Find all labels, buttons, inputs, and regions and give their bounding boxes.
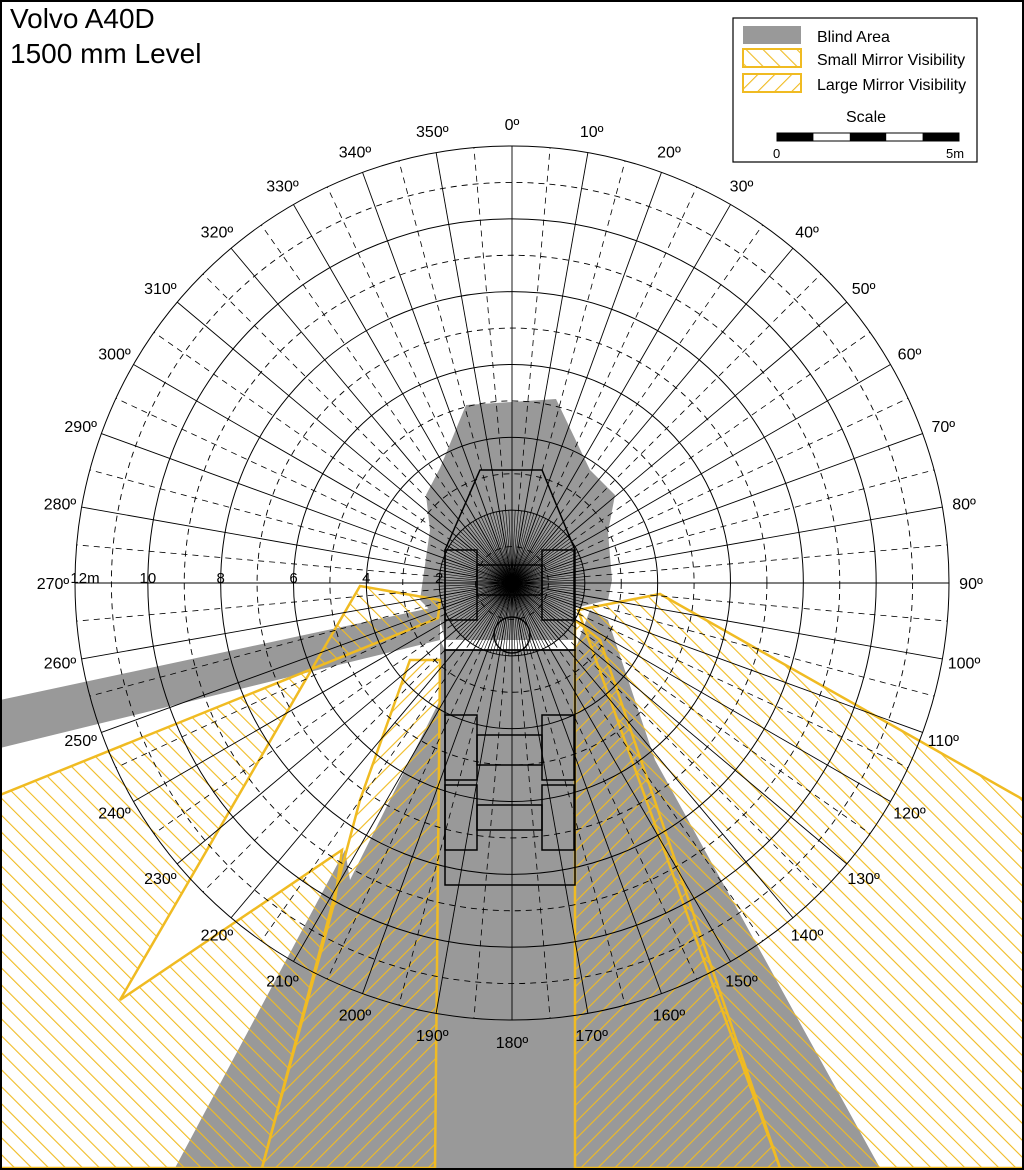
angle-label: 100º [947, 655, 981, 673]
angle-label: 180º [495, 1035, 529, 1052]
angle-label: 210º [266, 973, 299, 991]
radial-line-dashed [90, 470, 442, 564]
angle-label: 310º [144, 280, 177, 298]
angle-label: 130º [847, 871, 880, 889]
angle-label: 190º [416, 1028, 449, 1046]
angle-label: 250º [64, 732, 97, 750]
scale-bar [777, 133, 959, 141]
legend [733, 18, 977, 162]
angle-label: 150º [725, 973, 758, 991]
angle-label: 340º [338, 144, 372, 162]
angle-label: 220º [200, 927, 234, 945]
angle-label: 160º [652, 1007, 686, 1025]
angle-label: 120º [893, 805, 926, 823]
operator-eye-point [506, 577, 518, 589]
scale-start: 0 [773, 146, 781, 161]
distance-label: 8 [216, 570, 225, 587]
angle-label: 230º [144, 871, 177, 889]
angle-label: 280º [43, 496, 77, 514]
angle-label: 0º [504, 117, 520, 134]
angle-label: 170º [575, 1028, 608, 1046]
angle-label: 60º [897, 346, 922, 364]
angle-label: 30º [729, 178, 754, 196]
angle-label: 80º [952, 496, 976, 514]
legend-large-label: Large Mirror Visibility [817, 77, 967, 94]
angle-label: 260º [43, 655, 77, 673]
angle-label: 240º [98, 805, 131, 823]
distance-label: 4 [362, 570, 371, 587]
legend-blind-swatch [743, 26, 801, 44]
distance-label: 12m [70, 570, 100, 587]
angle-label: 50º [851, 280, 876, 298]
angle-label: 330º [266, 178, 299, 196]
scale-label: Scale [846, 109, 887, 126]
distance-label: 6 [289, 570, 298, 587]
radial-line-dashed [203, 274, 461, 532]
title-line-1: Volvo A40D [10, 3, 155, 34]
angle-label: 10º [579, 123, 604, 141]
angle-label: 110º [927, 732, 959, 750]
angle-label: 140º [790, 927, 824, 945]
angle-label: 290º [64, 419, 97, 437]
legend-small-swatch [743, 49, 801, 67]
angle-label: 270º [36, 576, 70, 593]
title-line-2: 1500 mm Level [10, 38, 202, 69]
angle-label: 320º [200, 224, 234, 242]
distance-label: 10 [139, 570, 157, 587]
legend-large-swatch [743, 74, 801, 92]
angle-label: 90º [959, 576, 983, 593]
angle-label: 70º [931, 419, 956, 437]
radial-line-dashed [154, 332, 452, 541]
legend-blind-label: Blind Area [817, 29, 890, 46]
angle-label: 40º [795, 224, 819, 242]
radial-line-dashed [261, 225, 470, 523]
legend-small-label: Small Mirror Visibility [817, 52, 966, 69]
angle-label: 300º [98, 346, 131, 364]
angle-label: 200º [338, 1007, 372, 1025]
distance-label: 2 [434, 570, 444, 587]
angle-label: 20º [657, 144, 681, 162]
angle-label: 350º [416, 123, 449, 141]
scale-end: 5m [946, 146, 965, 161]
